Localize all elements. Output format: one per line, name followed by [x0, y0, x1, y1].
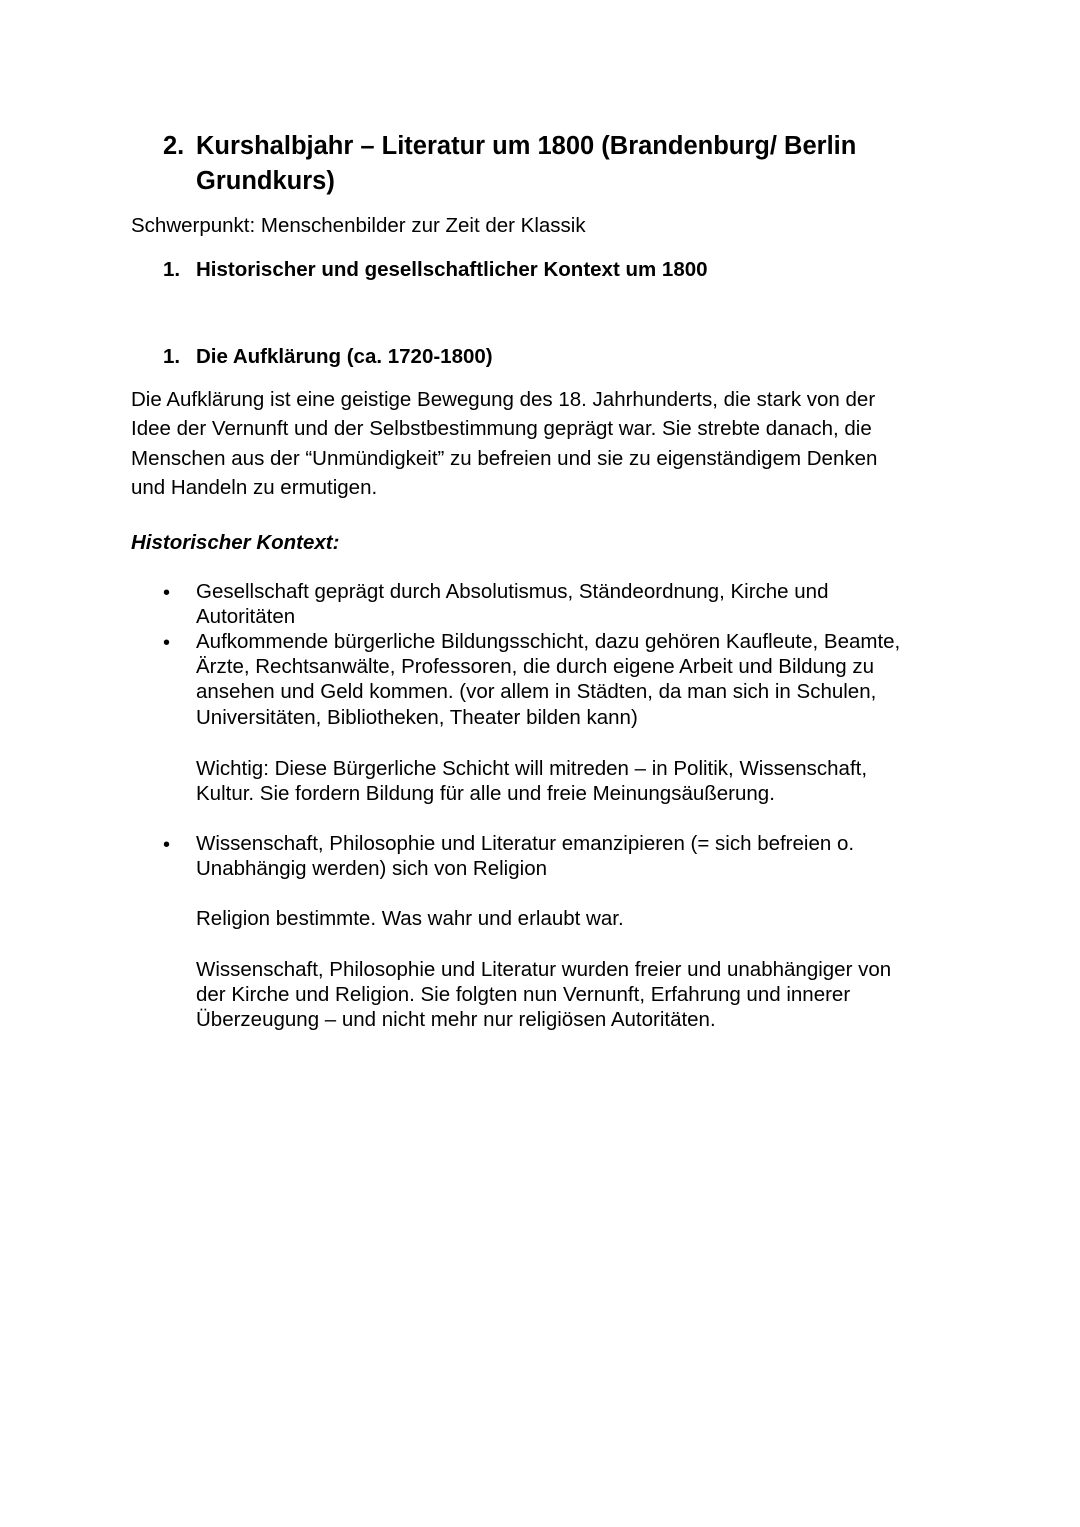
title-line: Kurshalbjahr – Literatur um 1800 (Brandenburg/ Berlin	[196, 132, 857, 160]
bullet-icon: •	[163, 834, 171, 856]
context-heading: Historischer Kontext:	[131, 531, 340, 554]
focus-text: Schwerpunkt: Menschenbilder zur Zeit der Klassik	[131, 214, 586, 237]
bullet-icon: •	[163, 632, 171, 654]
bullet-line: Aufkommende bürgerliche Bildungsschicht, dazu gehören Kaufleute, Beamte,	[196, 630, 901, 653]
intro-line: Die Aufklärung ist eine geistige Bewegung des 18. Jahrhunderts, die stark von der	[131, 388, 876, 411]
section-heading: Historischer und gesellschaftlicher Kontext um 1800	[196, 258, 708, 281]
bullet-line: Universitäten, Bibliotheken, Theater bilden kann)	[196, 706, 638, 729]
title-number: 2.	[163, 132, 185, 160]
title-line: Grundkurs)	[196, 167, 335, 195]
subsection-number: 1.	[163, 345, 181, 368]
subsection-heading: Die Aufklärung (ca. 1720-1800)	[196, 345, 493, 368]
bullet-line: Gesellschaft geprägt durch Absolutismus, Ständeordnung, Kirche und	[196, 580, 829, 603]
bullet-line: Autoritäten	[196, 605, 296, 628]
intro-line: und Handeln zu ermutigen.	[131, 476, 378, 499]
bullet-note-line: der Kirche und Religion. Sie folgten nun Vernunft, Erfahrung und innerer	[196, 983, 851, 1006]
bullet-line: Ärzte, Rechtsanwälte, Professoren, die durch eigene Arbeit und Bildung zu	[196, 655, 875, 678]
bullet-line: Wissenschaft, Philosophie und Literatur emanzipieren (= sich befreien o.	[196, 832, 855, 855]
intro-line: Menschen aus der “Unmündigkeit” zu befreien und sie zu eigenständigem Denken	[131, 447, 878, 470]
bullet-line: ansehen und Geld kommen. (vor allem in Städten, da man sich in Schulen,	[196, 680, 877, 703]
bullet-note-line: Wissenschaft, Philosophie und Literatur wurden freier und unabhängiger von	[196, 958, 892, 981]
intro-line: Idee der Vernunft und der Selbstbestimmung geprägt war. Sie strebte danach, die	[131, 417, 872, 440]
bullet-line: Unabhängig werden) sich von Religion	[196, 857, 547, 880]
bullet-note-line: Wichtig: Diese Bürgerliche Schicht will mitreden – in Politik, Wissenschaft,	[196, 757, 868, 780]
bullet-note-line: Religion bestimmte. Was wahr und erlaubt war.	[196, 907, 624, 930]
bullet-note-line: Überzeugung – und nicht mehr nur religiösen Autoritäten.	[196, 1008, 716, 1031]
bullet-icon: •	[163, 582, 171, 604]
section-number: 1.	[163, 258, 181, 281]
bullet-note-line: Kultur. Sie fordern Bildung für alle und freie Meinungsäußerung.	[196, 782, 775, 805]
